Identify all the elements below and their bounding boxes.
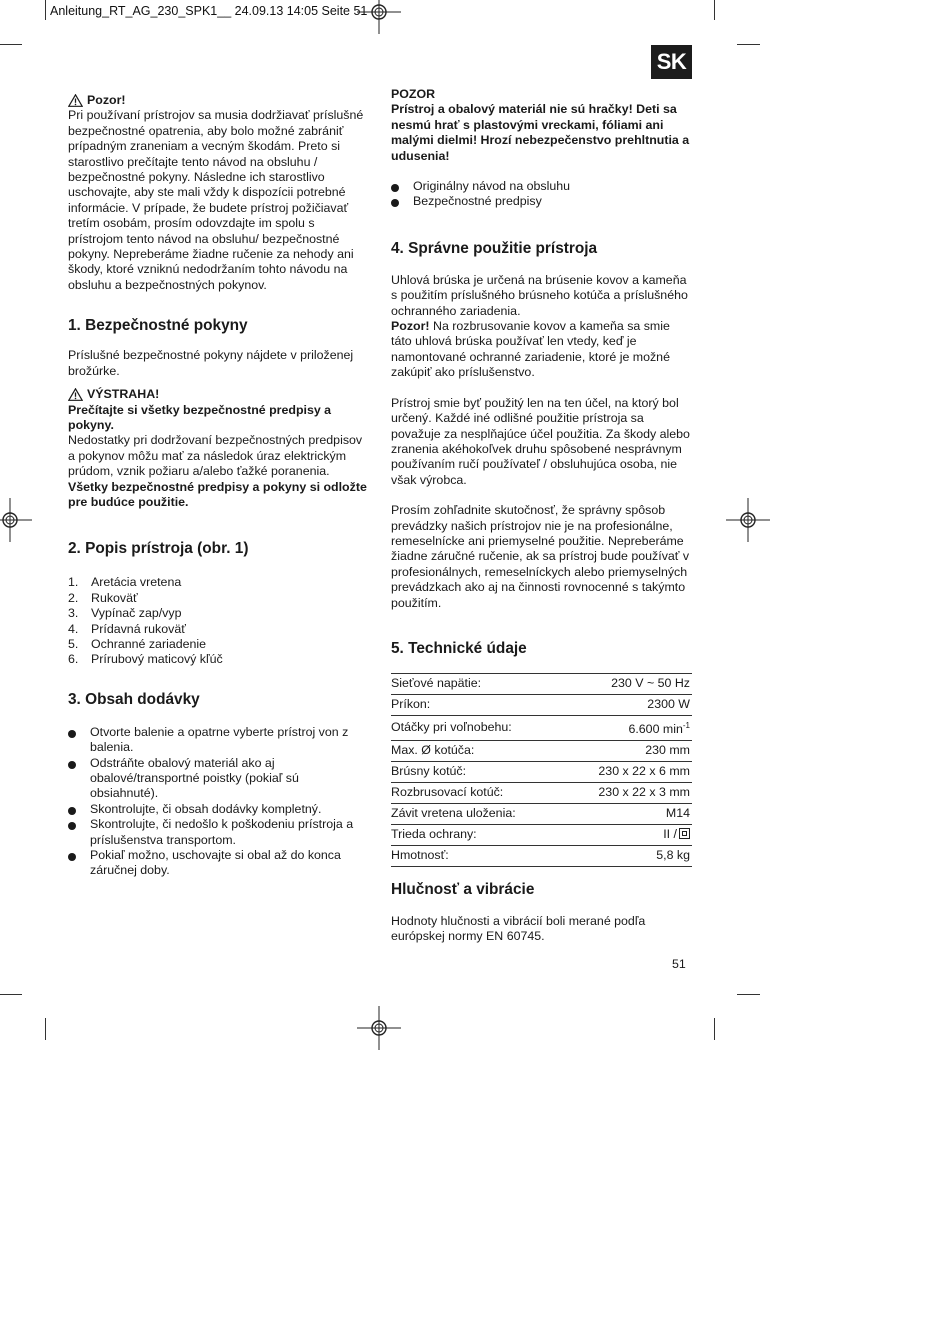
delivery-list [68,725,370,879]
page-number: 51 [672,957,686,971]
warning-triangle-icon [68,94,83,107]
list-item: 1. Aretácia vretena [68,575,182,590]
crop-mark [0,44,22,45]
intended-use-paragraph-3: Prístroj smie byť použitý len na ten účel, na ktorý bol určený. Každé iné odlišné použitie prístroja sa považuje za nesplňajúce účel použitia. Za škody alebo zranenia akéhokoľvek druhu spôsobené nesprávnym používaním ručí používateľ / obsluhujúca osoba, nie však výrobca. [391,395,690,487]
table-row: Trieda ochrany: II / [391,824,692,845]
section-heading-noise: Hlučnosť a vibrácie [391,880,535,898]
crop-mark [714,1018,715,1040]
warning-bold-text-2: Všetky bezpečnostné predpisy a pokyny si odložte pre budúce použitie. [68,479,367,509]
table-row: Max. Ø kotúča: 230 mm [391,740,692,761]
left-column [68,93,370,879]
table-row: Príkon: 2300 W [391,694,692,715]
crop-mark [45,1018,46,1040]
print-slug: Anleitung_RT_AG_230_SPK1__ 24.09.13 14:05 Seite 51 [50,4,368,18]
safety-paragraph: Príslušné bezpečnostné pokyny nájdete v priloženej brožúrke. [68,348,354,378]
list-item: Odstráňte obalový materiál ako aj obalové/transportné poistky (pokiaľ sú obsiahnuté). [68,756,370,802]
registration-mark-icon [0,498,32,542]
technical-data-table [391,673,692,867]
list-item: Skontrolujte, či obsah dodávky kompletný. [68,802,370,817]
crop-mark [737,44,760,45]
crop-mark [737,994,760,995]
intended-use-paragraph-1: Uhlová brúska je určená na brúsenie kovov a kameňa s použitím príslušného brúsneho kotúča a príslušného ochranného zariadenia. [391,272,688,318]
table-row: Brúsny kotúč: 230 x 22 x 6 mm [391,761,692,782]
right-column [391,87,692,944]
parts-list [68,575,370,667]
documents-list [391,179,692,210]
protection-class-ii-icon [679,828,690,839]
crop-mark [714,0,715,20]
registration-mark-icon [726,498,770,542]
warning-triangle-icon [68,388,83,401]
registration-mark-icon [357,1006,401,1050]
intended-use-paragraph-4: Prosím zohľadnite skutočnosť, že správny spôsob prevádzky našich prístrojov nie je na profesionálne, remeselnícke ani priemyselné použitie. Nepreberáme žiadne záručné ručenie, ak sa prístroj bude používať v profesionálnych, remeselníckych alebo priemyselných prevádzkach ako aj na činnosti rovnocenné s takýmto použitím. [391,503,690,610]
pozor-title: POZOR [391,87,436,101]
list-item: 3. Vypínač zap/vyp [68,606,182,621]
warning-title: VÝSTRAHA! [87,387,160,402]
intro-paragraph: Pri používaní prístrojov sa musia dodržiavať príslušné bezpečnostné opatrenia, aby bolo možné zabrániť prípadným zraneniam a vecným škodám. Preto si starostlivo prečítajte tento návod na obsluhu / bezpečnostné pokyny. Následne ich starostlivo uschovajte, aby ste mali vždy k dispozícii potrebné informácie. V prípade, že budete prístroj požičiavať tretím osobám, prosím odovzdajte im spolu s prístrojom tento návod na obsluhu/ bezpečnostné pokyny. Nepreberáme žiadne ručenie za nehody ani škody, ktoré vzniknú nedodržaním tohto návodu na obsluhu a bezpečnostných pokynov. [68,108,364,292]
caution-heading [68,93,370,108]
list-item: 5. Ochranné zariadenie [68,636,207,651]
section-heading-delivery: 3. Obsah dodávky [68,690,200,708]
list-item: 6. Prírubový maticový kľúč [68,652,223,667]
section-heading-safety: 1. Bezpečnostné pokyny [68,317,248,335]
table-row: Otáčky pri voľnobehu: 6.600 $\min^{-1}$ [391,715,692,740]
list-item: Pokiaľ možno, uschovajte si obal až do konca záručnej doby. [68,848,370,879]
table-row: Rozbrusovací kotúč: 230 x 22 x 3 mm [391,782,692,803]
list-item: Otvorte balenie a opatrne vyberte prístroj von z balenia. [68,725,370,756]
crop-mark [45,0,46,20]
pozor-text: Prístroj a obalový materiál nie sú hračky! Deti sa nesmú hrať s plastovými vreckami, fóliami ani malými dielmi! Hrozí nebezpečenstvo prehltnutia a udusenia! [391,102,690,163]
section-heading-technical-data: 5. Technické údaje [391,639,527,657]
intended-use-paragraph-2: Pozor! Na rozbrusovanie kovov a kameňa sa smie táto uhlová brúska používať len vtedy, keď je namontované ochranné zariadenie, ktoré je možné zakúpiť ako príslušenstvo. [391,319,670,380]
warning-bold-text: Prečítajte si všetky bezpečnostné predpisy a pokyny. [68,402,332,432]
registration-mark-icon [357,0,401,34]
table-row: Sieťové napätie: 230 V ~ 50 Hz [391,673,692,694]
warning-text: Nedostatky pri dodržovaní bezpečnostných predpisov a pokynov môžu mať za následok úraz elektrickým prúdom, vznik požiaru a/alebo ťažké poranenia. [68,433,363,479]
list-item: Originálny návod na obsluhu [391,179,692,194]
table-row: Hmotnosť: 5,8 kg [391,845,692,866]
section-heading-intended-use: 4. Správne použitie prístroja [391,239,598,257]
table-row: Závit vretena uloženia: M14 [391,803,692,824]
list-item: 2. Rukoväť [68,590,138,605]
crop-mark [0,994,22,995]
warning-heading [68,387,370,402]
caution-title: Pozor! [87,93,126,107]
list-item: Bezpečnostné predpisy [391,194,692,209]
list-item: 4. Prídavná rukoväť [68,621,186,636]
section-heading-description: 2. Popis prístroja (obr. 1) [68,540,249,558]
language-badge: SK [651,45,692,79]
list-item: Skontrolujte, či nedošlo k poškodeniu prístroja a príslušenstva transportom. [68,817,370,848]
noise-paragraph: Hodnoty hlučnosti a vibrácií boli merané podľa európskej normy EN 60745. [391,913,646,943]
